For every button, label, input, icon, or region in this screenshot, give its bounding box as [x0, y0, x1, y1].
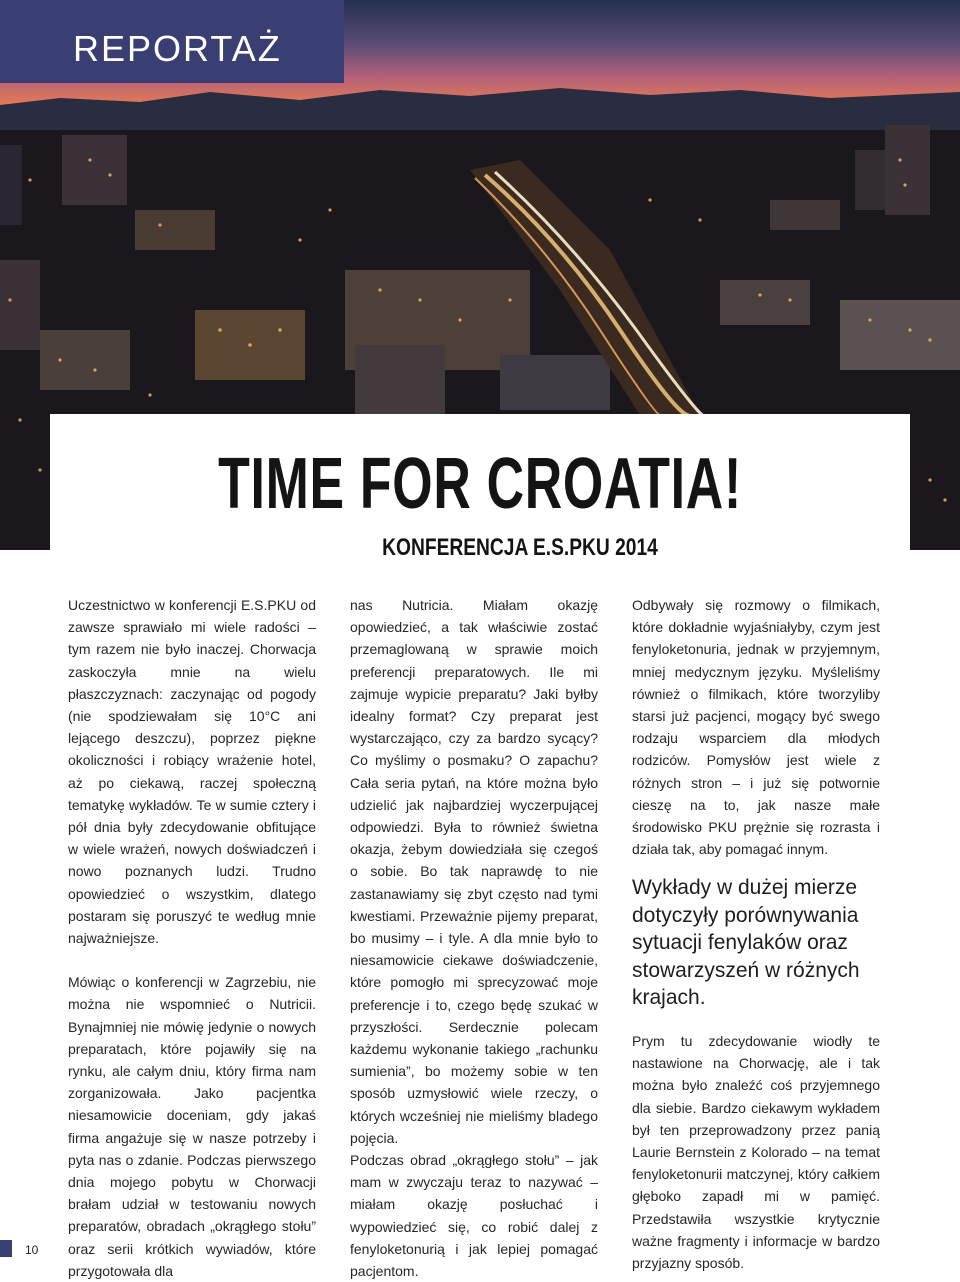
- title-panel: [50, 414, 910, 584]
- paragraph: Odbywały się rozmowy o filmikach, które dokładnie wyjaśniałyby, czym jest fenyloketonuria, jednak w przyjemnym, mniej medycznym języku. Myśleliśmy również o filmikach, które tworzyliby starsi już pacjenci, mogący być swego rodzaju wsparciem dla młodych rodziców. Pomysłów jest wiele z różnych stron – i już się potwornie cieszę na to, jak nasze małe środowisko PKU prężnie się rozrasta i działa tak, aby pomagać innym.: [632, 597, 880, 858]
- paragraph: Podczas obrad „okrągłego stołu” – jak mam w zwyczaju teraz to nazywać – miałam okazję posłuchać i wypowiedzieć się, co robić dalej z fenyloketonurią i jak lepiej pomagać pacjentom.: [350, 1152, 598, 1280]
- pull-quote: Wykłady w dużej mierze dotyczyły porównywania sytuacji fenylaków oraz stowarzyszeń w różnych krajach.: [632, 876, 860, 1010]
- section-label: REPORTAŻ: [73, 28, 282, 69]
- text-column-3: [632, 594, 880, 1274]
- text-column-1: [68, 594, 316, 1282]
- paragraph: Uczestnictwo w konferencji E.S.PKU od zawsze sprawiało mi wiele radości – tym razem nie było inaczej. Chorwacja zaskoczyła mnie na wielu płaszczyznach: zaczynając od pogody (nie spodziewałam się 10°C ani lejącego deszczu), poprzez piękne okoliczności i robiący wrażenie hotel, aż po ciekawą, raczej społeczną tematykę wykładów. Te w sumie cztery i pół dnia były zdecydowanie obfitujące w wiele wrażeń, nowych doświadczeń i nowo poznanych ludzi. Trudno opowiedzieć o wszystkim, dlatego postaram się poruszyć te według mnie najważniejsze.: [68, 597, 316, 947]
- paragraph: Mówiąc o konferencji w Zagrzebiu, nie można nie wspomnieć o Nutricii. Bynajmniej nie mówię jedynie o nowych preparatach, które pojawiły się na rynku, ale całym dniu, który firma nam zorganizowała. Jako pacjentka niesamowicie doceniam, gdy jakaś firma angażuje się w nasze potrzeby i pyta nas o zdanie. Podczas pierwszego dnia mojego pobytu w Chorwacji brałam udział w testowaniu nowych preparatów, obradach „okrągłego stołu” oraz serii krótkich wywiadów, które przygotowała dla: [68, 974, 316, 1279]
- section-label-tab: [0, 0, 344, 83]
- paragraph: Prym tu zdecydowanie wiodły te nastawione na Chorwację, ale i tak można było znaleźć coś przyjemnego dla siebie. Bardzo ciekawym wykładem był ten przeprowadzony przez panią Laurie Bernstein z Kolorado – na temat fenyloketonurii matczynej, który całkiem głęboko zapadł mi w pamięć. Przedstawiła wszystkie krytycznie ważne fragmenty i informacje w bardzo przyjazny sposób.: [632, 1032, 880, 1271]
- article-title: TIME FOR CROATIA!: [218, 444, 742, 524]
- page-number: 10: [25, 1243, 39, 1257]
- article-subtitle: KONFERENCJA E.S.PKU 2014: [382, 534, 658, 561]
- text-column-2: [350, 594, 598, 1282]
- page-number-marker: [0, 1240, 12, 1257]
- paragraph: nas Nutricia. Miałam okazję opowiedzieć, a tak właściwie zostać przemaglowaną w sprawie moich preferencji preparatowych. Ile mi zajmuje wypicie preparatu? Jaki byłby idealny format? Czy preparat jest wystarczająco, czy za bardzo sycący? Co myślimy o posmaku? O zapachu? Cała seria pytań, na które można było udzielić jak najbardziej wyczerpującej odpowiedzi. Była to również świetna okazja, żebym dowiedziała się czegoś o sobie. Bo tak naprawdę to nie zastanawiamy się zbyt często nad tymi kwestiami. Przeważnie pijemy preparat, bo musimy – i tyle. A dla mnie było to niesamowicie ciekawe doświadczenie, które pomogło mi sprecyzować moje preferencje i to, czego będę szukać w przyszłości. Serdecznie polecam każdemu wykonanie takiego „rachunku sumienia”, bo możemy sobie w ten sposób uzmysłowić wiele rzeczy, o których wcześniej nie mieliśmy bladego pojęcia.: [350, 597, 598, 1146]
